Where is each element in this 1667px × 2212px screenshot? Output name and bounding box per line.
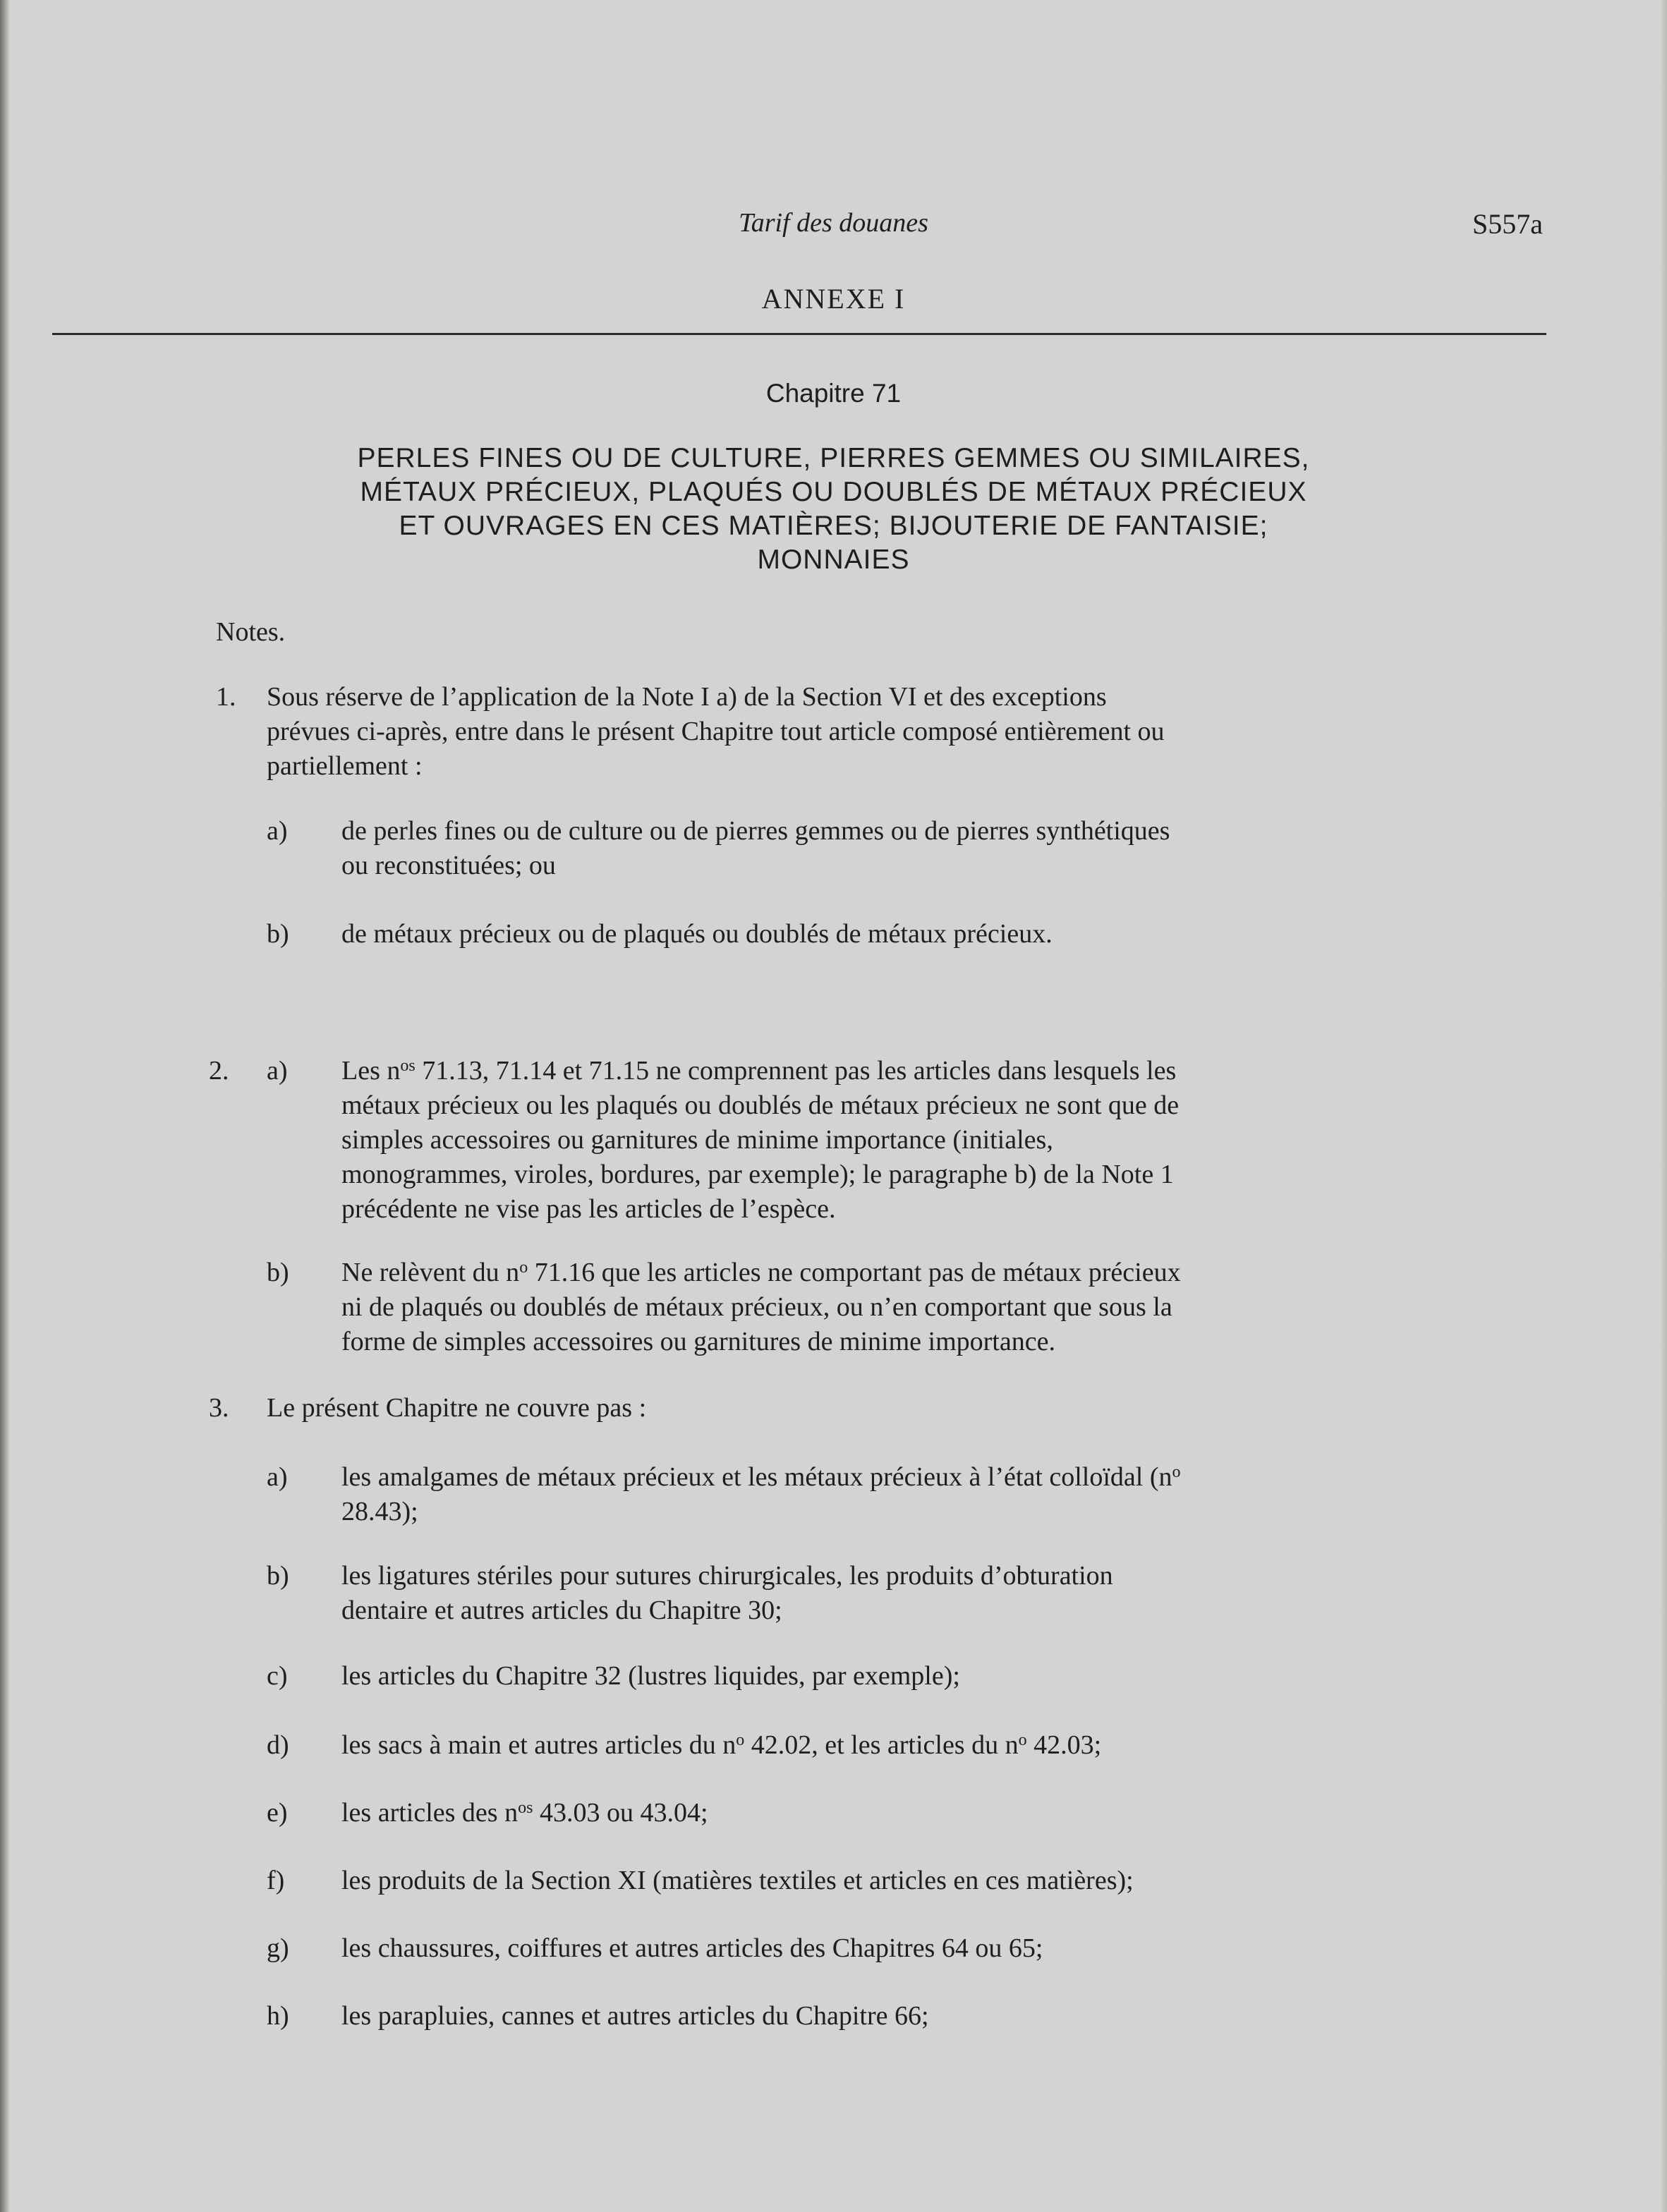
text-line: prévues ci-après, entre dans le présent Chapitre tout article composé entièrement ou [267, 717, 1165, 746]
note-number: 1. [216, 682, 236, 712]
text-run: les articles des n [341, 1798, 519, 1828]
superscript: os [400, 1057, 416, 1075]
note-3-intro: Le présent Chapitre ne couvre pas : [267, 1393, 647, 1423]
chapter-title-line: ET OUVRAGES EN CES MATIÈRES; BIJOUTERIE DE FANTAISIE; [399, 511, 1268, 541]
chapter-title-line: MÉTAUX PRÉCIEUX, PLAQUÉS OU DOUBLÉS DE MÉTAUX PRÉCIEUX [360, 477, 1307, 507]
superscript: os [518, 1799, 533, 1817]
text-line: Sous réserve de l’application de la Note I a) de la Section VI et des exceptions [267, 682, 1107, 712]
page-left-edge-shadow [0, 0, 10, 2212]
item-letter: d) [267, 1730, 289, 1760]
text-run: 43.03 ou 43.04; [533, 1798, 708, 1828]
chapter-title [198, 442, 1469, 577]
note-3-item-c: les articles du Chapitre 32 (lustres liquides, par exemple); [341, 1661, 960, 1691]
chapter-title-line: PERLES FINES OU DE CULTURE, PIERRES GEMMES OU SIMILAIRES, [357, 443, 1310, 473]
text-line: ou reconstituées; ou [341, 851, 556, 880]
note-3-item-a [341, 1460, 1181, 1529]
item-letter: c) [267, 1661, 288, 1691]
text-line: monogrammes, viroles, bordures, par exemple); le paragraphe b) de la Note 1 [341, 1160, 1174, 1189]
text-run: 42.02, et les articles du n [744, 1730, 1019, 1760]
item-letter: a) [267, 1462, 288, 1492]
note-1-item-a [341, 814, 1170, 883]
item-letter: b) [267, 1561, 289, 1591]
notes-label: Notes. [216, 617, 286, 647]
note-3-item-g: les chaussures, coiffures et autres articles des Chapitres 64 ou 65; [341, 1933, 1043, 1963]
text-line: dentaire et autres articles du Chapitre 30; [341, 1596, 782, 1625]
item-letter: a) [267, 816, 288, 846]
note-3-item-d [341, 1728, 1101, 1763]
item-letter: h) [267, 2001, 289, 2031]
chapter-title-line: MONNAIES [757, 545, 910, 575]
text-line: partiellement : [267, 751, 423, 781]
note-1-text [267, 680, 1165, 784]
note-3-item-b [341, 1559, 1113, 1628]
annex-heading: ANNEXE I [761, 283, 906, 315]
superscript: o [1018, 1731, 1027, 1749]
item-letter: b) [267, 1258, 289, 1287]
item-letter: f) [267, 1866, 285, 1895]
item-letter: b) [267, 919, 289, 949]
superscript: o [736, 1731, 745, 1749]
note-number: 2. [209, 1056, 229, 1086]
note-2-item-a [341, 1054, 1179, 1227]
note-1-item-b [341, 917, 1053, 952]
text-line: ni de plaqués ou doublés de métaux précieux, ou n’en comportant que sous la [341, 1292, 1172, 1322]
text-run: Les n [341, 1056, 401, 1086]
header-rule [52, 333, 1546, 335]
note-2-item-b [341, 1256, 1181, 1359]
text-run: 71.13, 71.14 et 71.15 ne comprennent pas les articles dans lesquels les [415, 1056, 1177, 1086]
running-header-title: Tarif des douanes [739, 208, 928, 238]
text-line [341, 1256, 1181, 1290]
item-letter: g) [267, 1933, 289, 1963]
text-line: les ligatures stériles pour sutures chirurgicales, les produits d’obturation [341, 1561, 1113, 1591]
item-letter: a) [267, 1056, 288, 1086]
text-line [341, 1460, 1181, 1495]
text-line: métaux précieux ou les plaqués ou doublés de métaux précieux ne sont que de [341, 1090, 1180, 1120]
chapter-number: Chapitre 71 [765, 379, 902, 408]
item-letter: e) [267, 1798, 288, 1828]
superscript: o [1172, 1463, 1181, 1481]
page-code: S557a [1472, 208, 1543, 240]
text-run: les sacs à main et autres articles du n [341, 1730, 736, 1760]
superscript: o [519, 1258, 528, 1277]
text-run: les amalgames de métaux précieux et les métaux précieux à l’état colloïdal (n [341, 1462, 1172, 1492]
text-run: 42.03; [1026, 1730, 1102, 1760]
text-line: simples accessoires ou garnitures de minime importance (initiales, [341, 1125, 1053, 1155]
note-3-item-h: les parapluies, cannes et autres articles du Chapitre 66; [341, 2001, 929, 2031]
text-run: Ne relèvent du n [341, 1258, 520, 1287]
text-line: de perles fines ou de culture ou de pierres gemmes ou de pierres synthétiques [341, 816, 1170, 846]
text-line [341, 1054, 1179, 1088]
text-line: de métaux précieux ou de plaqués ou doublés de métaux précieux. [341, 919, 1053, 949]
text-line: précédente ne vise pas les articles de l’espèce. [341, 1194, 836, 1224]
text-line: 28.43); [341, 1497, 418, 1526]
note-3-item-f: les produits de la Section XI (matières textiles et articles en ces matières); [341, 1866, 1134, 1895]
text-run: 71.16 que les articles ne comportant pas de métaux précieux [528, 1258, 1181, 1287]
text-line: forme de simples accessoires ou garnitures de minime importance. [341, 1327, 1055, 1356]
page-right-edge-shadow [1660, 0, 1667, 2212]
note-3-item-e [341, 1796, 708, 1830]
note-number: 3. [209, 1393, 229, 1423]
